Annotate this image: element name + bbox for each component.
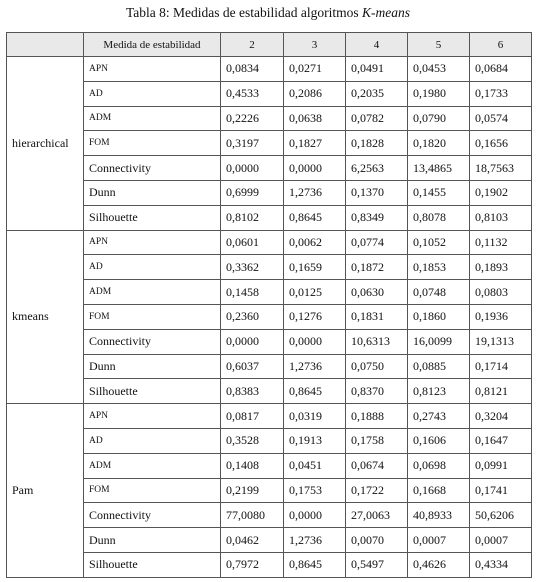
table-row	[7, 453, 532, 478]
measure-cell: ADM	[84, 106, 221, 131]
value-cell: 0,1458	[221, 280, 284, 305]
value-cell: 0,8102	[221, 205, 284, 230]
value-cell: 0,1606	[408, 428, 470, 453]
measure-cell: FOM	[84, 304, 221, 329]
value-cell: 0,8103	[470, 205, 532, 230]
value-cell: 6,2563	[346, 156, 408, 181]
value-cell: 0,1831	[346, 304, 408, 329]
table-row	[7, 304, 532, 329]
value-cell: 0,1936	[470, 304, 532, 329]
table-header-row	[7, 33, 532, 57]
value-cell: 0,4533	[221, 81, 284, 106]
value-cell: 0,6999	[221, 180, 284, 205]
value-cell: 0,1913	[284, 428, 346, 453]
table-row	[7, 404, 532, 429]
table-row	[7, 106, 532, 131]
measure-cell: AD	[84, 255, 221, 280]
value-cell: 0,0070	[346, 528, 408, 553]
measure-cell: Connectivity	[84, 503, 221, 528]
caption-emphasis: K-means	[362, 5, 410, 20]
value-cell: 0,5497	[346, 552, 408, 577]
table-row	[7, 230, 532, 255]
value-cell: 0,8383	[221, 379, 284, 404]
value-cell: 0,0007	[470, 528, 532, 553]
table-row	[7, 329, 532, 354]
value-cell: 0,0601	[221, 230, 284, 255]
value-cell: 0,0774	[346, 230, 408, 255]
measure-cell: AD	[84, 428, 221, 453]
header-col-2: 2	[221, 33, 284, 57]
value-cell: 0,1828	[346, 131, 408, 156]
value-cell: 0,0834	[221, 57, 284, 82]
value-cell: 0,0674	[346, 453, 408, 478]
value-cell: 0,3362	[221, 255, 284, 280]
measure-cell: Dunn	[84, 528, 221, 553]
value-cell: 0,0000	[284, 329, 346, 354]
value-cell: 0,0748	[408, 280, 470, 305]
header-empty-cell	[7, 33, 84, 57]
value-cell: 0,1820	[408, 131, 470, 156]
group-label: hierarchical	[7, 57, 84, 231]
value-cell: 0,1722	[346, 478, 408, 503]
value-cell: 0,0698	[408, 453, 470, 478]
value-cell: 0,0000	[221, 156, 284, 181]
value-cell: 0,0638	[284, 106, 346, 131]
value-cell: 0,1733	[470, 81, 532, 106]
value-cell: 0,0000	[221, 329, 284, 354]
header-col-5: 5	[408, 33, 470, 57]
caption-text: Tabla 8: Medidas de estabilidad algoritmos	[126, 5, 362, 20]
value-cell: 0,1659	[284, 255, 346, 280]
value-cell: 0,0000	[284, 156, 346, 181]
table-row	[7, 255, 532, 280]
value-cell: 0,1753	[284, 478, 346, 503]
value-cell: 0,1902	[470, 180, 532, 205]
value-cell: 0,0750	[346, 354, 408, 379]
value-cell: 0,0817	[221, 404, 284, 429]
value-cell: 16,0099	[408, 329, 470, 354]
table-row	[7, 354, 532, 379]
value-cell: 0,0062	[284, 230, 346, 255]
value-cell: 0,8078	[408, 205, 470, 230]
value-cell: 0,0007	[408, 528, 470, 553]
measure-cell: ADM	[84, 280, 221, 305]
measure-cell: APN	[84, 404, 221, 429]
value-cell: 0,8349	[346, 205, 408, 230]
value-cell: 0,0271	[284, 57, 346, 82]
value-cell: 0,1827	[284, 131, 346, 156]
table-row	[7, 57, 532, 82]
value-cell: 0,1980	[408, 81, 470, 106]
value-cell: 0,0451	[284, 453, 346, 478]
value-cell: 0,0574	[470, 106, 532, 131]
value-cell: 0,8645	[284, 205, 346, 230]
table-row	[7, 478, 532, 503]
value-cell: 0,1455	[408, 180, 470, 205]
value-cell: 0,2035	[346, 81, 408, 106]
value-cell: 0,2360	[221, 304, 284, 329]
value-cell: 0,8121	[470, 379, 532, 404]
measure-cell: APN	[84, 230, 221, 255]
value-cell: 0,1860	[408, 304, 470, 329]
table-body	[7, 57, 532, 578]
value-cell: 0,0319	[284, 404, 346, 429]
value-cell: 0,8645	[284, 552, 346, 577]
measure-cell: ADM	[84, 453, 221, 478]
table-caption	[0, 5, 536, 21]
value-cell: 0,1408	[221, 453, 284, 478]
table-row	[7, 503, 532, 528]
value-cell: 0,8370	[346, 379, 408, 404]
value-cell: 0,4626	[408, 552, 470, 577]
measure-cell: Silhouette	[84, 552, 221, 577]
value-cell: 0,3204	[470, 404, 532, 429]
value-cell: 0,0462	[221, 528, 284, 553]
measure-cell: Silhouette	[84, 379, 221, 404]
value-cell: 0,2743	[408, 404, 470, 429]
measure-cell: Dunn	[84, 180, 221, 205]
measure-cell: Dunn	[84, 354, 221, 379]
header-col-3: 3	[284, 33, 346, 57]
value-cell: 0,7972	[221, 552, 284, 577]
table-row	[7, 379, 532, 404]
table-row	[7, 428, 532, 453]
value-cell: 0,1888	[346, 404, 408, 429]
table-row	[7, 156, 532, 181]
value-cell: 0,1714	[470, 354, 532, 379]
value-cell: 0,1656	[470, 131, 532, 156]
value-cell: 1,2736	[284, 180, 346, 205]
value-cell: 0,6037	[221, 354, 284, 379]
table-row	[7, 528, 532, 553]
value-cell: 40,8933	[408, 503, 470, 528]
value-cell: 0,8123	[408, 379, 470, 404]
value-cell: 0,1668	[408, 478, 470, 503]
value-cell: 18,7563	[470, 156, 532, 181]
value-cell: 0,1741	[470, 478, 532, 503]
value-cell: 13,4865	[408, 156, 470, 181]
value-cell: 0,1872	[346, 255, 408, 280]
value-cell: 0,0991	[470, 453, 532, 478]
table-row	[7, 131, 532, 156]
value-cell: 77,0080	[221, 503, 284, 528]
value-cell: 0,0000	[284, 503, 346, 528]
value-cell: 0,8645	[284, 379, 346, 404]
value-cell: 0,0125	[284, 280, 346, 305]
table-row	[7, 180, 532, 205]
header-col-4: 4	[346, 33, 408, 57]
table-row	[7, 81, 532, 106]
value-cell: 0,4334	[470, 552, 532, 577]
value-cell: 1,2736	[284, 528, 346, 553]
table-row	[7, 205, 532, 230]
value-cell: 0,1853	[408, 255, 470, 280]
group-label: Pam	[7, 404, 84, 578]
value-cell: 0,0453	[408, 57, 470, 82]
value-cell: 0,1370	[346, 180, 408, 205]
value-cell: 0,0630	[346, 280, 408, 305]
value-cell: 0,2199	[221, 478, 284, 503]
value-cell: 0,0782	[346, 106, 408, 131]
measure-cell: FOM	[84, 131, 221, 156]
value-cell: 0,1276	[284, 304, 346, 329]
value-cell: 0,0684	[470, 57, 532, 82]
value-cell: 0,1132	[470, 230, 532, 255]
value-cell: 0,0790	[408, 106, 470, 131]
stability-table	[6, 32, 532, 578]
value-cell: 1,2736	[284, 354, 346, 379]
table-row	[7, 280, 532, 305]
value-cell: 0,0803	[470, 280, 532, 305]
value-cell: 0,1758	[346, 428, 408, 453]
measure-cell: Connectivity	[84, 329, 221, 354]
header-col-6: 6	[470, 33, 532, 57]
value-cell: 0,3528	[221, 428, 284, 453]
measure-cell: Connectivity	[84, 156, 221, 181]
group-label: kmeans	[7, 230, 84, 404]
value-cell: 0,0491	[346, 57, 408, 82]
value-cell: 0,1893	[470, 255, 532, 280]
measure-cell: FOM	[84, 478, 221, 503]
value-cell: 0,1052	[408, 230, 470, 255]
value-cell: 50,6206	[470, 503, 532, 528]
table-row	[7, 552, 532, 577]
measure-cell: AD	[84, 81, 221, 106]
measure-cell: Silhouette	[84, 205, 221, 230]
value-cell: 0,3197	[221, 131, 284, 156]
value-cell: 27,0063	[346, 503, 408, 528]
header-measure: Medida de estabilidad	[84, 33, 221, 57]
value-cell: 0,2086	[284, 81, 346, 106]
value-cell: 0,0885	[408, 354, 470, 379]
measure-cell: APN	[84, 57, 221, 82]
value-cell: 0,1647	[470, 428, 532, 453]
value-cell: 19,1313	[470, 329, 532, 354]
value-cell: 10,6313	[346, 329, 408, 354]
value-cell: 0,2226	[221, 106, 284, 131]
